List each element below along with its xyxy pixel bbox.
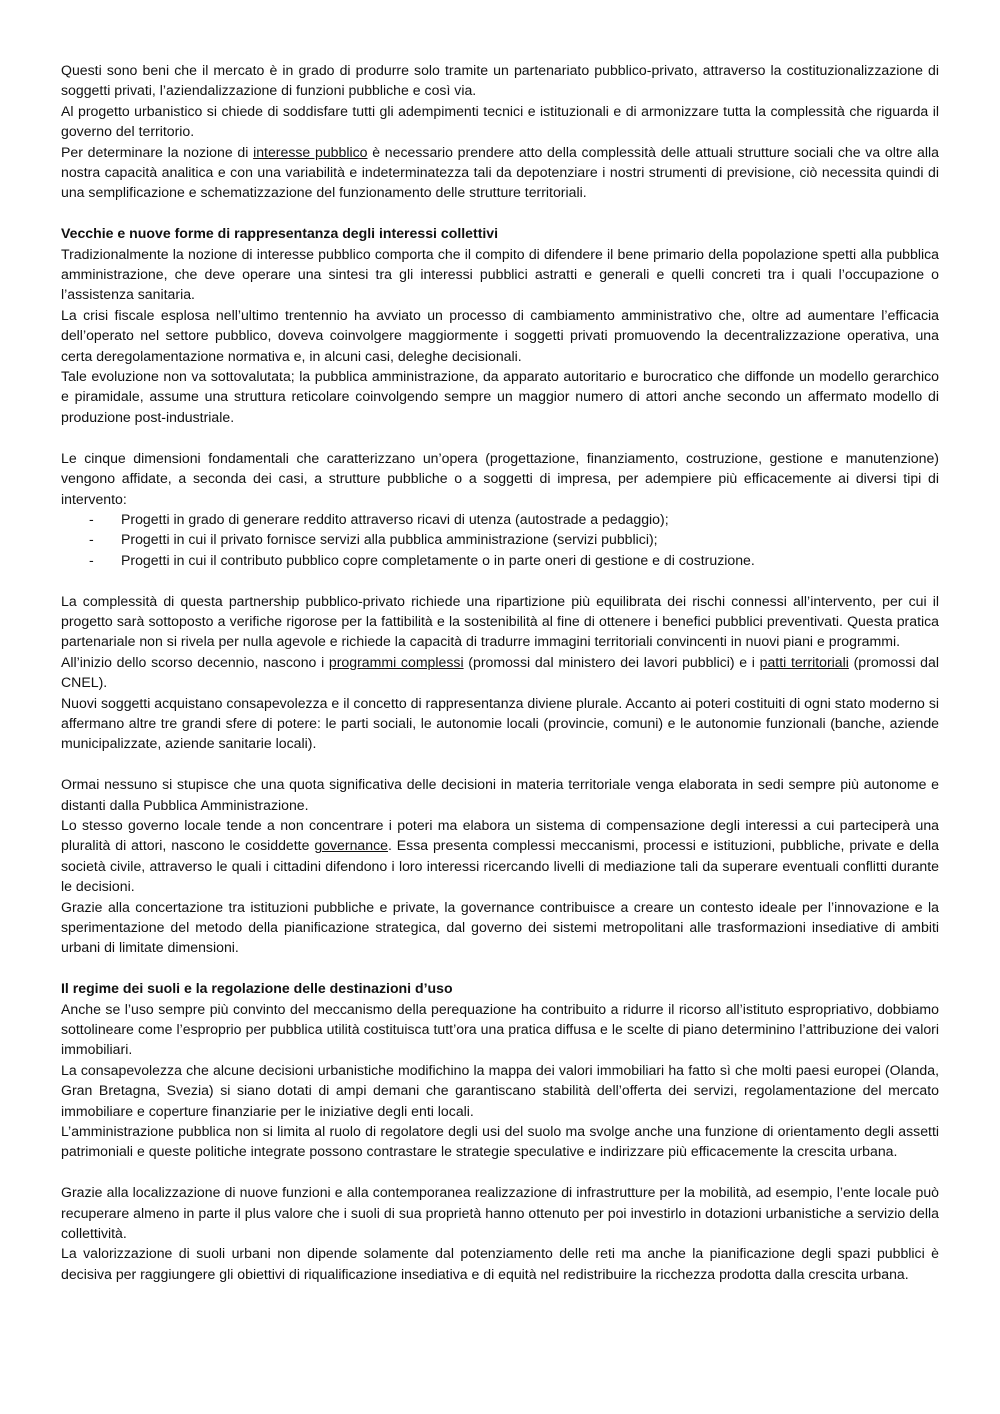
list-item: [61, 509, 939, 529]
text-run: (promossi dal CNEL).: [61, 653, 939, 691]
paragraph-gap: [61, 1162, 939, 1182]
dash-bullet: -: [89, 551, 94, 568]
text-run: Lo stesso governo locale tende a non concentrare i poteri ma elabora un sistema di compensazione degli interessi a cui parteciperà una pluralità di attori, nascono le cosiddette: [61, 816, 939, 854]
paragraph: La crisi fiscale esplosa nell’ultimo trentennio ha avviato un processo di cambiamento amministrativo che, oltre ad aumentare l’efficacia dell’operato nel settore pubblico, doveva coinvolgere maggiormente i soggetti privati promuovendo la decentralizzazione operativa, una certa deregolamentazione normativa e, in alcuni casi, deleghe decisionali.: [61, 306, 939, 364]
paragraph: Ormai nessuno si stupisce che una quota significativa delle decisioni in materia territoriale venga elaborata in sedi sempre più autonome e distanti dalla Pubblica Amministrazione.: [61, 776, 939, 813]
list-item-text: Progetti in cui il privato fornisce servizi alla pubblica amministrazione (servizi pubblici);: [121, 531, 658, 548]
list-item-text: Progetti in cui il contributo pubblico copre completamente o in parte oneri di gestione e di costruzione.: [121, 551, 755, 568]
list-item-text: Progetti in grado di generare reddito attraverso ricavi di utenza (autostrade a pedaggio);: [121, 510, 669, 527]
dash-bullet: -: [89, 510, 94, 527]
text-run: All’inizio dello scorso decennio, nascono i: [61, 653, 329, 670]
text-run: (promossi dal ministero dei lavori pubblici) e i: [463, 653, 760, 670]
paragraph: Grazie alla localizzazione di nuove funzioni e alla contemporanea realizzazione di infrastrutture per la mobilità, ad esempio, l’ente locale può recuperare almeno in parte il plus valore che i suoli di sua proprietà hanno ottenuto per poi investirlo in dotazioni urbanistiche a servizio della collettività.: [61, 1184, 939, 1242]
paragraph: Questi sono beni che il mercato è in grado di produrre solo tramite un partenariato pubblico-privato, attraverso la costituzionalizzazione di soggetti privati, l’aziendalizzazione di funzioni pubbliche e così via.: [61, 62, 939, 99]
paragraph: La complessità di questa partnership pubblico-privato richiede una ripartizione più equilibrata dei rischi connessi all’intervento, per cui il progetto sarà sottoposto a verifiche rigorose per la fattibilità e la sostenibilità al fine di ottenere i benefici pubblici preventivati. Questa pratica partenariale non si rivela per nulla agevole e richiede la capacità di tradurre immagini territoriali convincenti in nuovi piani e programmi.: [61, 592, 939, 650]
paragraph: [61, 652, 939, 693]
text-run: Per determinare la nozione di: [61, 143, 254, 160]
dash-bullet: -: [89, 531, 94, 548]
paragraph: La valorizzazione di suoli urbani non dipende solamente dal potenziamento delle reti ma anche la pianificazione degli spazi pubblici è decisiva per raggiungere gli obiettivi di riqualificazione insediativa e di equità nel redistribuire la ricchezza prodotta dalla crescita urbana.: [61, 1245, 939, 1282]
paragraph-gap: [61, 570, 939, 590]
paragraph-gap: [61, 958, 939, 978]
paragraph: [61, 142, 939, 203]
paragraph: Tradizionalmente la nozione di interesse pubblico comporta che il compito di difendere il bene primario della popolazione spetti alla pubblica amministrazione, che deve operare una sintesi tra gli interessi pubblici astratti e generali e quelli concreti tra i quali l’occupazione o l’assistenza sanitaria.: [61, 245, 939, 303]
bullet-list: [61, 509, 939, 570]
paragraph-gap: [61, 427, 939, 447]
underlined-term: programmi complessi: [328, 653, 464, 670]
paragraph: La consapevolezza che alcune decisioni urbanistiche modifichino la mappa dei valori immobiliari ha fatto sì che molti paesi europei (Olanda, Gran Bretagna, Svezia) si siano dotati di ampi demani che garantiscano stabilità dell’offerta dei servizi, regolamentazione del mercato immobiliare e coperture finanziarie per le iniziative degli enti locali.: [61, 1061, 939, 1119]
paragraph: Al progetto urbanistico si chiede di soddisfare tutti gli adempimenti tecnici e istituzionali e di armonizzare tutta la complessità che riguarda il governo del territorio.: [61, 102, 939, 140]
list-item: [61, 529, 939, 549]
paragraph: Tale evoluzione non va sottovalutata; la pubblica amministrazione, da apparato autoritario e burocratico che diffonde un modello gerarchico e piramidale, assume una struttura reticolare coinvolgendo sempre un maggior numero di attori anche secondo un affermato modello di produzione post-industriale.: [61, 368, 939, 425]
section-heading: Il regime dei suoli e la regolazione delle destinazioni d’uso: [61, 980, 453, 997]
paragraph: Nuovi soggetti acquistano consapevolezza e il concetto di rappresentanza diviene plurale. Accanto ai poteri costituiti di ogni stato moderno si affermano altre tre grandi sfere di potere: le parti sociali, le autonomie locali (provincie, comuni) e le autonomie funzionali (banche, aziende municipalizzate, aziende sanitarie locali).: [61, 694, 939, 752]
paragraph-gap: [61, 203, 939, 223]
underlined-term: interesse pubblico: [253, 143, 368, 160]
list-item: [61, 550, 939, 570]
paragraph: L’amministrazione pubblica non si limita al ruolo di regolatore degli usi del suolo ma svolge anche una funzione di orientamento degli assetti patrimoniali e queste politiche integrate possono contrastare le strategie speculative e indirizzare più efficacemente la crescita urbana.: [61, 1123, 939, 1160]
paragraph: Grazie alla concertazione tra istituzioni pubbliche e private, la governance contribuisce a creare un contesto ideale per l’innovazione e la sperimentazione del metodo della pianificazione strategica, dal governo dei sistemi metropolitani alle trasformazioni insediative di ambiti urbani di limitate dimensioni.: [61, 898, 939, 956]
paragraph: Anche se l’uso sempre più convinto del meccanismo della perequazione ha contribuito a ridurre il ricorso all’istituto espropriativo, dobbiamo sottolineare come l’esproprio per pubblica utilità costituisca tutt’ora una pratica diffusa e le scelte di piano determinino l’attribuzione dei valori immobiliari.: [61, 1000, 939, 1058]
paragraph-gap: [61, 754, 939, 774]
paragraph: Le cinque dimensioni fondamentali che caratterizzano un’opera (progettazione, finanziamento, costruzione, gestione e manutenzione) vengono affidate, a seconda dei casi, a strutture pubbliche o a soggetti di impresa, per adempiere più efficacemente ai diversi tipi di intervento:: [61, 449, 939, 507]
section-heading: Vecchie e nuove forme di rappresentanza degli interessi collettivi: [61, 225, 499, 242]
text-run: è necessario prendere atto della complessità delle attuali strutture sociali che va oltre alla nostra capacità analitica e con una variabilità e indeterminatezza tali da depotenziare i nostri strumenti di previsione, ciò necessita quindi di una semplificazione e schematizzazione del funzionamento delle strutture territoriali.: [61, 143, 939, 201]
text-run: . Essa presenta complessi meccanismi, processi e istituzioni, pubbliche, private e della società civile, attraverso le quali i cittadini difendono i loro interessi ricercando livelli di mediazione tali da superare eventuali conflitti durante le decisioni.: [61, 837, 939, 895]
underlined-term: patti territoriali: [759, 653, 849, 670]
paragraph: [61, 815, 939, 897]
underlined-term: governance: [314, 837, 388, 854]
